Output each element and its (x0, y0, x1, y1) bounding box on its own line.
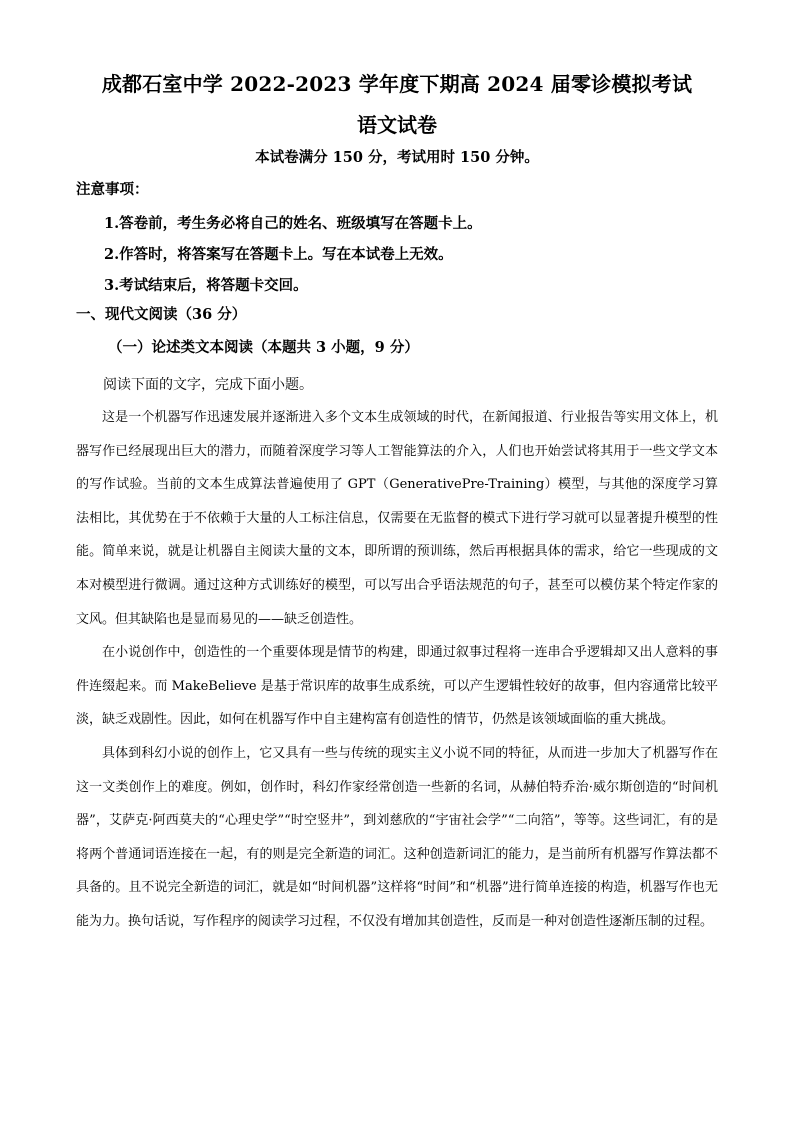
score-note: 本试卷满分 150 分，考试用时 150 分钟。 (255, 149, 539, 166)
notes-item: 1.答卷前，考生务必将自己的姓名、班级填写在答题卡上。 (104, 215, 482, 232)
section-heading: 一、现代文阅读（36 分） (76, 306, 247, 323)
notes-list (104, 208, 482, 301)
passage-paragraph: 这是一个机器写作迅速发展并逐渐进入多个文本生成领域的时代，在新闻报道、行业报告等实用文体上，机器写作已经展现出巨大的潜力，而随着深度学习等人工智能算法的介入，人们也开始尝试将其用于一些文学文本的写作试验。当前的文本生成算法普遍使用了 GPT（GenerativePre-Training）模型，与其他的深度学习算法相比，其优势在于不依赖于大量的人工标注信息，仅需要在无监督的模式下进行学习就可以显著提升模型的性能。简单来说，就是让机器自主阅读大量的文本，即所谓的预训练，然后再根据具体的需求，给它一些现成的文本对模型进行微调。通过这种方式训练好的模型，可以写出合乎语法规范的句子，甚至可以模仿某个特定作家的文风。但其缺陷也是显而易见的——缺乏创造性。 (76, 410, 718, 627)
notes-heading: 注意事项： (76, 181, 149, 198)
section-subheading: （一）论述类文本阅读（本题共 3 小题，9 分） (108, 339, 419, 356)
notes-item: 3.考试结束后，将答题卡交回。 (104, 277, 308, 294)
reading-passage (76, 401, 718, 939)
passage-paragraph: 在小说创作中，创造性的一个重要体现是情节的构建，即通过叙事过程将一连串合乎逻辑却又出人意料的事件连缀起来。而 MakeBelieve 是基于常识库的故事生成系统，可以产生逻辑性较好的故事，但内容通常比较平淡，缺乏戏剧性。因此，如何在机器写作中自主建构富有创造性的情节，仍然是该领域面临的重大挑战。 (76, 645, 718, 728)
reading-instruction: 阅读下面的文字，完成下面小题。 (103, 377, 313, 393)
exam-subtitle: 语文试卷 (357, 113, 437, 137)
notes-item: 2.作答时，将答案写在答题卡上。写在本试卷上无效。 (104, 246, 453, 263)
exam-title: 成都石室中学 2022-2023 学年度下期高 2024 届零诊模拟考试 (101, 72, 693, 96)
passage-paragraph: 具体到科幻小说的创作上，它又具有一些与传统的现实主义小说不同的特征，从而进一步加大了机器写作在这一文类创作上的难度。例如，创作时，科幻作家经常创造一些新的名词，从赫伯特乔治·威尔斯创造的“时间机器”，艾萨克·阿西莫夫的“心理史学”“时空竖井”，到刘慈欣的“宇宙社会学”“二向箔”，等等。这些词汇，有的是将两个普通词语连接在一起，有的则是完全新造的词汇。这种创造新词汇的能力，是当前所有机器写作算法都不具备的。且不说完全新造的词汇，就是如“时间机器”这样将“时间”和“机器”进行简单连接的构造，机器写作也无能为力。换句话说，写作程序的阅读学习过程，不仅没有增加其创造性，反而是一种对创造性逐渐压制的过程。 (76, 745, 718, 929)
